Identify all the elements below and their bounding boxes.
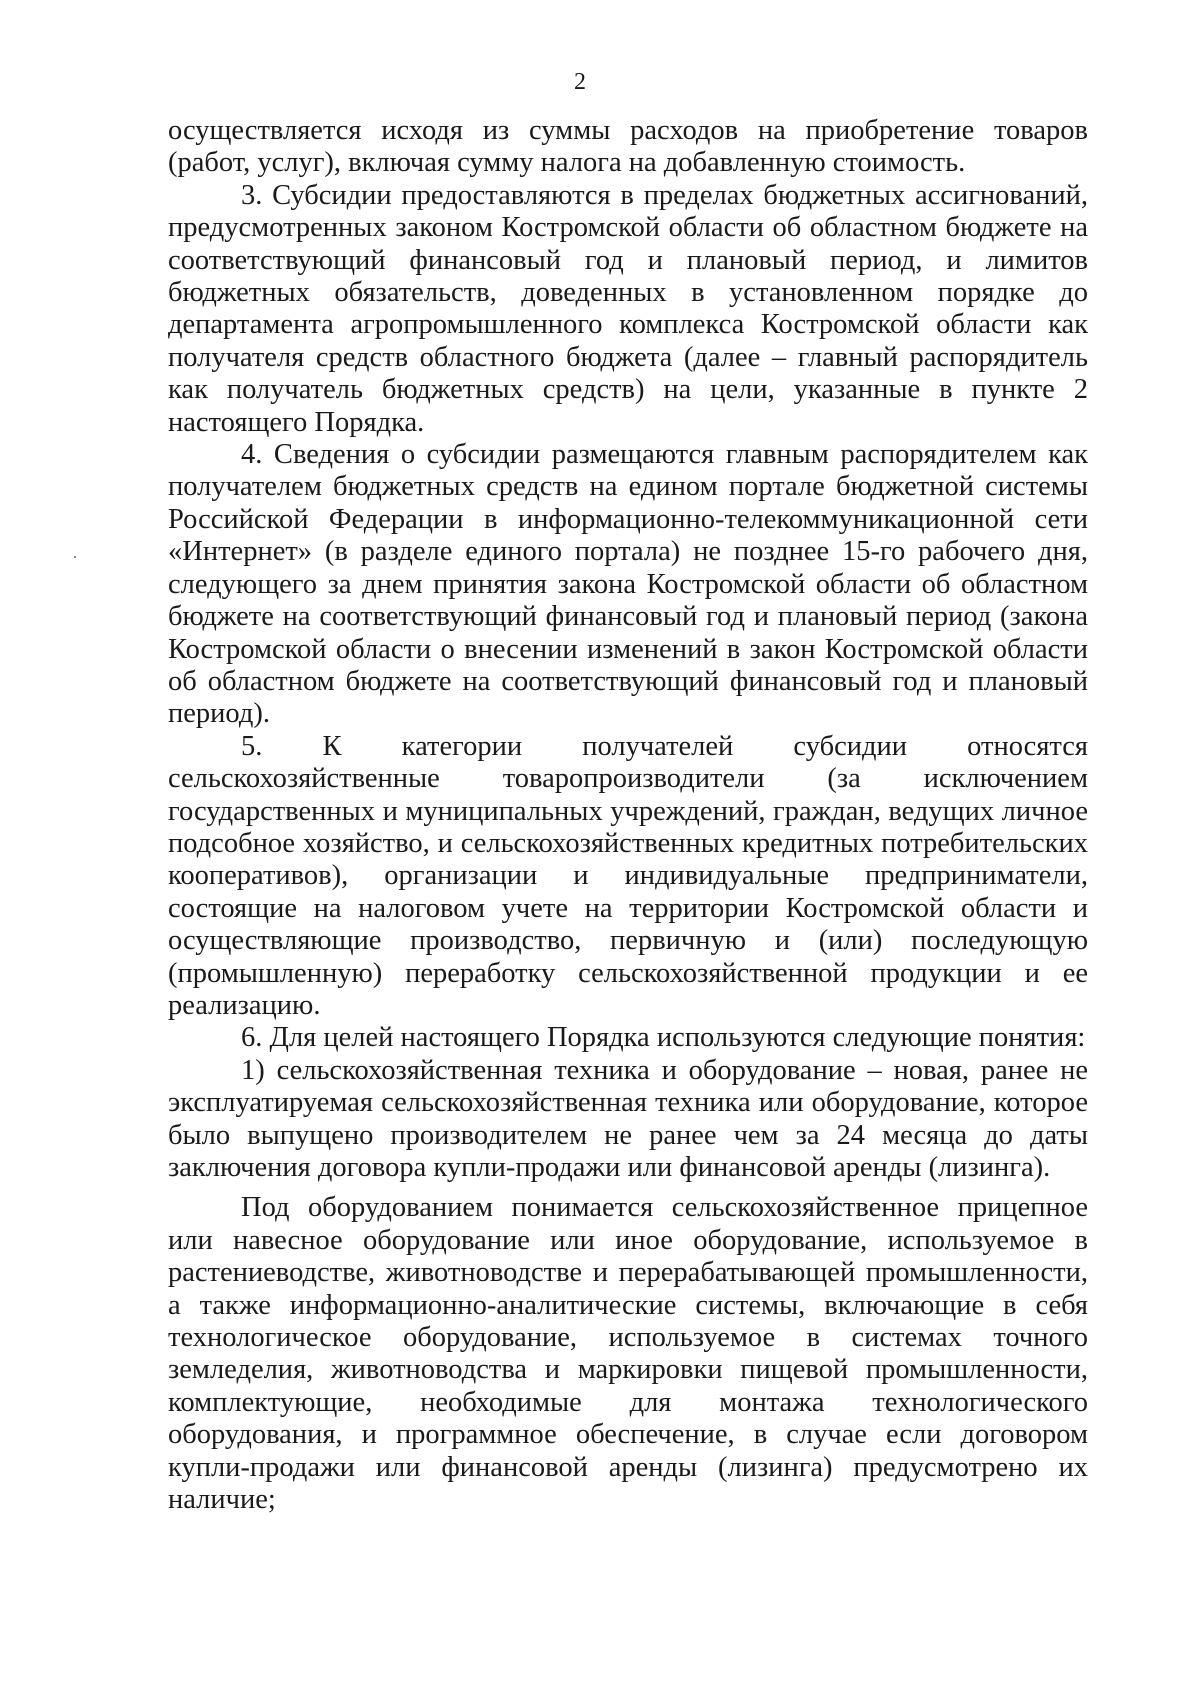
paragraph-item-6-1: 1) сельскохозяйственная техника и оборудование – новая, ранее не эксплуатируемая сельскохозяйственная техника или оборудование, которое было выпущено производителем не ранее чем за 24 месяца до даты заключения договора купли-продажи или финансовой аренды (лизинга). (168, 1054, 1088, 1183)
paragraph-item-4: 4. Сведения о субсидии размещаются главным распорядителем как получателем бюджетных средств на едином портале бюджетной системы Российской Федерации в информационно-телекоммуникационной сети «Интернет» (в разделе единого портала) не позднее 15-го рабочего дня, следующего за днем принятия закона Костромской области об областном бюджете на соответствующий финансовый год и плановый период (закона Костромской области о внесении изменений в закон Костромской области об областном бюджете на соответствующий финансовый год и плановый период). (168, 439, 1088, 730)
page-number: 2 (574, 69, 586, 95)
paragraph-item-5: 5. К категории получателей субсидии относятся сельскохозяйственные товаропроизводители (за исключением государственных и муниципальных учреждений, граждан, ведущих личное подсобное хозяйство, и сельскохозяйственных кредитных потребительских кооперативов), организации и индивидуальные предприниматели, состоящие на налоговом учете на территории Костромской области и осуществляющие производство, первичную и (или) последующую (промышленную) переработку сельскохозяйственной продукции и ее реализацию. (168, 730, 1088, 1021)
paragraph-item-6: 6. Для целей настоящего Порядка используются следующие понятия: (241, 1022, 1086, 1054)
scan-speck (74, 556, 76, 558)
paragraph-continuation: осуществляется исходя из суммы расходов на приобретение товаров (работ, услуг), включая сумму налога на добавленную стоимость. (168, 115, 1088, 179)
document-body (168, 115, 1088, 1516)
paragraph-equipment-definition: Под оборудованием понимается сельскохозяйственное прицепное или навесное оборудование или иное оборудование, используемое в растениеводстве, животноводстве и перерабатывающей промышленности, а также информационно-аналитические системы, включающие в себя технологическое оборудование, используемое в системах точного земледелия, животноводства и маркировки пищевой промышленности, комплектующие, необходимые для монтажа технологического оборудования, и программное обеспечение, в случае если договором купли-продажи или финансовой аренды (лизинга) предусмотрено их наличие; (168, 1192, 1088, 1516)
paragraph-item-3: 3. Субсидии предоставляются в пределах бюджетных ассигнований, предусмотренных законом Костромской области об областном бюджете на соответствующий финансовый год и плановый период, и лимитов бюджетных обязательств, доведенных в установленном порядке до департамента агропромышленного комплекса Костромской области как получателя средств областного бюджета (далее – главный распорядитель как получатель бюджетных средств) на цели, указанные в пункте 2 настоящего Порядка. (168, 179, 1088, 438)
